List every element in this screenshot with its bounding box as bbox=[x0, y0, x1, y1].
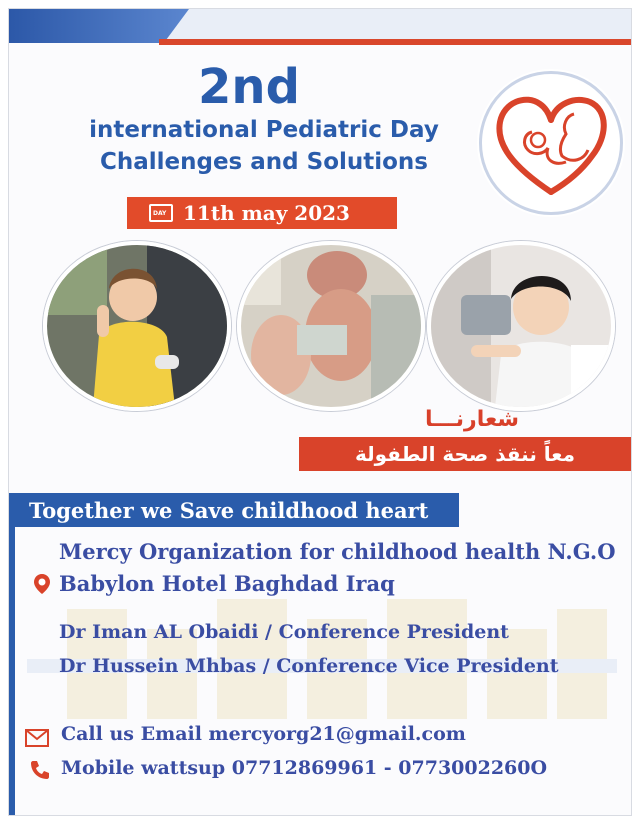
event-subtitle: Challenges and Solutions bbox=[99, 149, 428, 175]
edition-heading: 2nd bbox=[198, 59, 300, 115]
email-line[interactable]: Call us Email mercyorg21@gmail.com bbox=[61, 723, 466, 745]
left-accent-bar bbox=[9, 519, 15, 815]
event-date bbox=[127, 197, 397, 229]
poster bbox=[8, 8, 632, 816]
heart-mother-child-icon bbox=[482, 74, 620, 212]
together-text: Together we Save childhood heart bbox=[29, 497, 429, 523]
organization-logo bbox=[479, 71, 623, 215]
phone-line[interactable]: Mobile wattsup 07712869961 - 0773002260O bbox=[61, 757, 548, 779]
slogan-banner bbox=[299, 437, 631, 471]
phone-icon bbox=[29, 759, 51, 781]
vice-president-line: Dr Hussein Mhbas / Conference Vice President bbox=[59, 655, 559, 677]
photo-boy-hospital-bed bbox=[427, 241, 615, 411]
together-banner bbox=[9, 493, 459, 527]
location-text: Babylon Hotel Baghdad Iraq bbox=[59, 571, 395, 596]
event-title: international Pediatric Day bbox=[89, 117, 439, 143]
location-pin-icon bbox=[33, 573, 51, 595]
top-band-red bbox=[159, 39, 631, 45]
calendar-icon bbox=[149, 204, 173, 222]
event-date-text: 11th may 2023 bbox=[183, 201, 350, 225]
slogan-text: معاً ننقذ صحة الطفولة bbox=[355, 442, 575, 466]
envelope-icon bbox=[25, 729, 49, 747]
top-band-blue bbox=[9, 9, 189, 43]
president-line: Dr Iman AL Obaidi / Conference President bbox=[59, 621, 509, 643]
organization-name: Mercy Organization for childhood health N.G.O bbox=[59, 539, 616, 564]
top-band-light bbox=[159, 9, 631, 39]
slogan-title: شعارنـــا bbox=[424, 407, 520, 432]
photo-newborns bbox=[237, 241, 425, 411]
photo-girl-victory-sign bbox=[43, 241, 231, 411]
